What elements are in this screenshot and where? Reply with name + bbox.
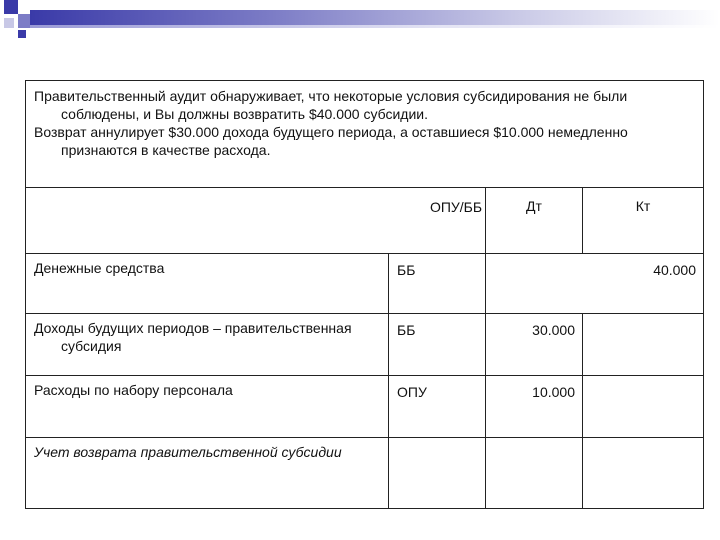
header-spacer (26, 188, 486, 254)
debit-cell (486, 438, 583, 509)
header-debit: Дт (526, 198, 542, 214)
deco-square (4, 0, 18, 14)
credit-cell (583, 254, 704, 314)
account-name: Денежные средства (34, 260, 165, 276)
credit-cell (583, 314, 704, 376)
debit-cell (486, 376, 583, 438)
table-row (26, 254, 704, 314)
debit-cell (486, 254, 583, 314)
statement-line-2: Возврат аннулирует $30.000 дохода будущего периода, а оставшиеся $10.000 немедленно признаются в качестве расхода. (34, 124, 628, 158)
entry-description: Учет возврата правительственной субсидии (34, 444, 342, 460)
journal-entry-table (25, 80, 704, 509)
table-row (26, 376, 704, 438)
account-code: ББ (397, 322, 416, 338)
deco-square (18, 30, 26, 38)
problem-statement (26, 81, 704, 188)
table-header-row (26, 188, 704, 254)
account-cell (26, 314, 389, 376)
deco-square (4, 18, 14, 28)
debit-amount: 30.000 (532, 322, 575, 338)
header-gradient-bar (30, 10, 720, 25)
account-cell (26, 376, 389, 438)
debit-amount: 10.000 (532, 384, 575, 400)
code-cell (389, 314, 486, 376)
account-name: Расходы по набору персонала (34, 382, 233, 398)
credit-amount: 40.000 (653, 262, 697, 278)
account-cell (26, 438, 389, 509)
code-cell (389, 438, 486, 509)
code-cell (389, 376, 486, 438)
account-code: ОПУ (397, 384, 427, 400)
account-name: Доходы будущих периодов – правительственная субсидия (34, 320, 352, 354)
table-row (26, 438, 704, 509)
credit-cell (583, 438, 704, 509)
account-code: ББ (397, 262, 416, 278)
header-opu-bb: ОПУ/ББ (429, 199, 483, 215)
statement-line-1: Правительственный аудит обнаруживает, что некоторые условия субсидирования не были соблюдены, и Вы должны возвратить $40.000 субсидии. (34, 88, 628, 122)
code-cell (389, 254, 486, 314)
table-row (26, 314, 704, 376)
credit-cell (583, 376, 704, 438)
header-gradient-underline (30, 25, 720, 28)
debit-cell (486, 314, 583, 376)
header-credit: Кт (635, 198, 651, 214)
header-credit-cell (583, 188, 704, 254)
account-cell (26, 254, 389, 314)
